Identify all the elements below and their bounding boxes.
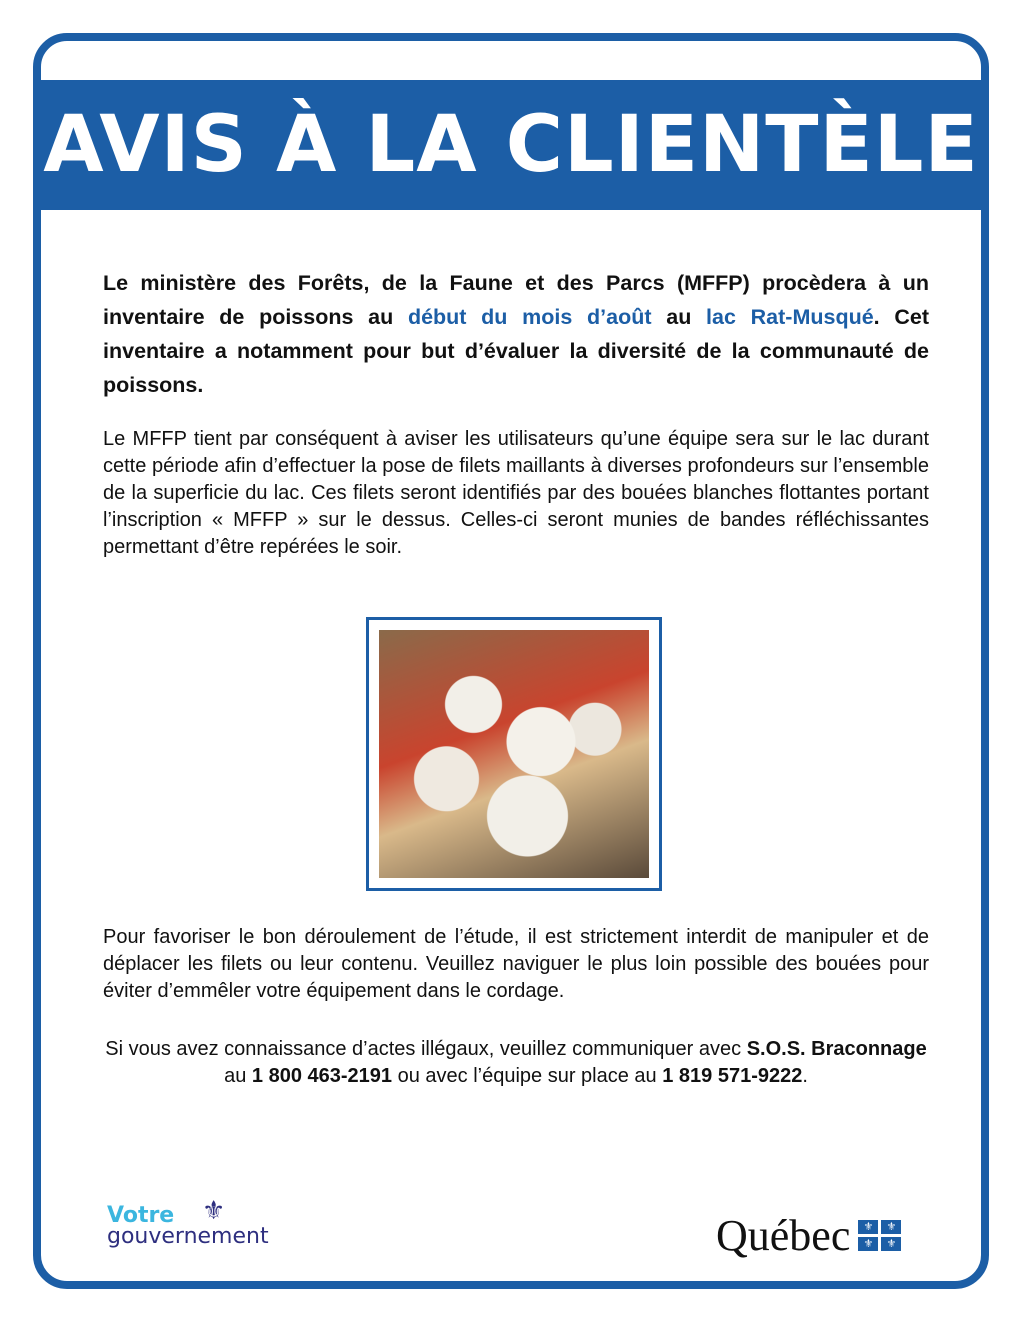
intro-text: au <box>651 305 707 329</box>
intro-paragraph <box>103 266 929 402</box>
contact-text: au <box>224 1065 252 1087</box>
logo-line2: gouvernement <box>107 1224 269 1249</box>
logo-line1: Votre <box>107 1203 175 1228</box>
page-title: AVIS À LA CLIENTÈLE <box>43 100 979 190</box>
contact-paragraph <box>100 1036 932 1090</box>
title-banner <box>33 80 989 210</box>
details-paragraph: Le MFFP tient par conséquent à aviser les utilisateurs qu’une équipe sera sur le lac durant cette période afin d’effectuer la pose de filets maillants à diverses profondeurs sur l’ensemble de la superficie du lac. Ces filets seront identifiés par des bouées blanches flottantes portant l’inscription « MFFP » sur le dessus. Celles-ci seront munies de bandes réfléchissantes permettant d’être repérées le soir. <box>103 428 929 558</box>
fleur-de-lis-icon: ⚜ <box>202 1196 226 1226</box>
votre-gouvernement-logo <box>107 1196 269 1249</box>
contact-text: Si vous avez connaissance d’actes illégaux, veuillez communiquer avec <box>105 1038 747 1060</box>
quebec-flag-icon: ⚜ ⚜ ⚜ ⚜ <box>858 1220 901 1251</box>
buoys-photo <box>366 617 662 891</box>
rules-paragraph: Pour favoriser le bon déroulement de l’étude, il est strictement interdit de manipuler et de déplacer les filets ou leur contenu. Veuillez naviguer le plus loin possible des bouées pour éviter d’emmêler votre équipement dans le cordage. <box>103 926 929 1002</box>
sos-braconnage: S.O.S. Braconnage <box>746 1038 927 1060</box>
contact-text: . <box>802 1065 808 1087</box>
buoys-image <box>379 630 649 878</box>
contact-text: ou avec l’équipe sur place au <box>392 1065 663 1087</box>
quebec-logo <box>716 1210 901 1261</box>
phone-team: 1 819 571-9222 <box>662 1065 803 1087</box>
intro-text: . Cet inventaire a notamment pour but d’évaluer la diversité de la communauté de poissons. <box>103 305 929 397</box>
lake-highlight: lac Rat-Musqué <box>706 305 874 329</box>
intro-text: Le ministère des Forêts, de la Faune et des Parcs (MFFP) procèdera à un inventaire de poissons au <box>103 271 929 329</box>
phone-sos: 1 800 463-2191 <box>251 1065 393 1087</box>
quebec-wordmark: Québec <box>716 1211 851 1260</box>
date-highlight: début du mois d’août <box>407 305 652 329</box>
